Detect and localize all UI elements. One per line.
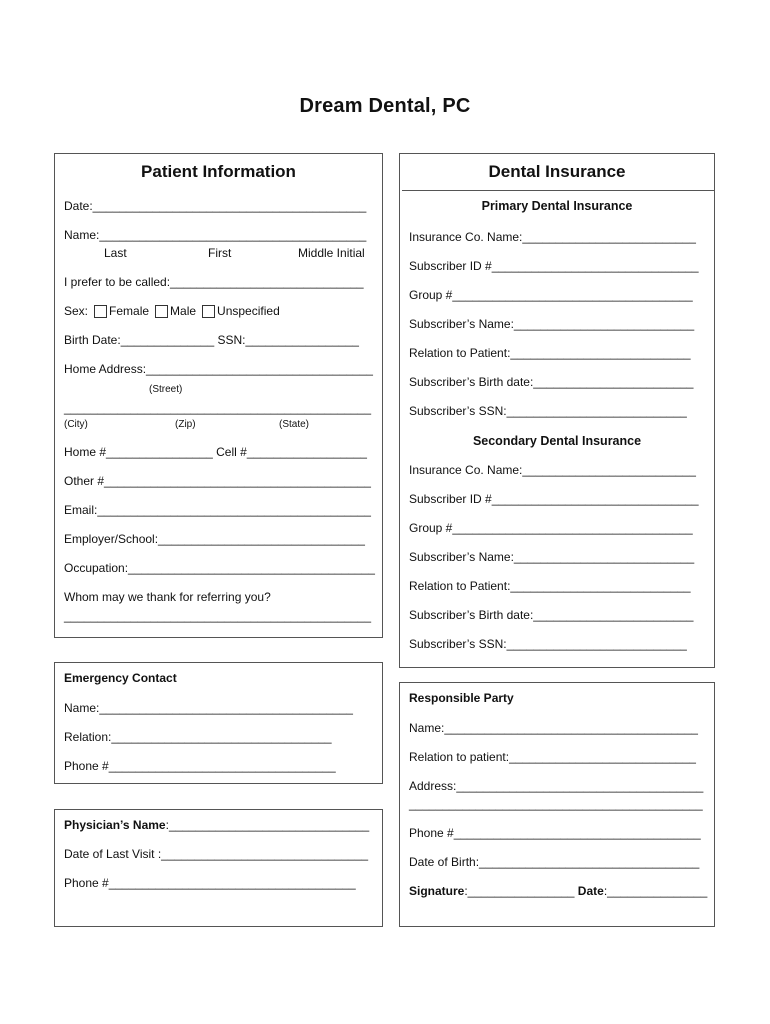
signature-date-label: Date [577, 884, 604, 898]
zip-label: (Zip) [175, 419, 196, 430]
street-label: (Street) [149, 384, 183, 395]
signature-date-row[interactable] [409, 884, 707, 898]
address-line-2-field[interactable]: ______________________________________________ [64, 401, 371, 415]
emergency-contact-heading: Emergency Contact [64, 671, 177, 685]
email-field[interactable]: Email:_________________________________________ [64, 503, 371, 517]
emergency-name-field[interactable]: Name:______________________________________ [64, 701, 353, 715]
secondary-insurance-heading: Secondary Dental Insurance [472, 434, 642, 448]
emergency-phone-field[interactable]: Phone #__________________________________ [64, 759, 336, 773]
signature-line[interactable]: :________________ [464, 884, 578, 898]
sex-label: Sex: [64, 304, 89, 318]
female-checkbox[interactable] [94, 305, 107, 318]
responsible-name-field[interactable]: Name:______________________________________ [409, 721, 698, 735]
dental-insurance-heading: Dental Insurance [488, 162, 626, 181]
primary-subscriber-name-field[interactable]: Subscriber’s Name:___________________________ [409, 317, 695, 331]
male-label: Male [170, 304, 197, 318]
patient-information-heading: Patient Information [141, 162, 296, 181]
secondary-birth-date-field[interactable]: Subscriber’s Birth date:________________________ [409, 608, 694, 622]
name-middle-initial-label: Middle Initial [298, 246, 365, 260]
signature-label: Signature [409, 884, 465, 898]
primary-group-field[interactable]: Group #____________________________________ [409, 288, 693, 302]
dental-insurance-section [399, 153, 715, 668]
male-checkbox[interactable] [155, 305, 168, 318]
name-field[interactable]: Name:________________________________________ [64, 228, 367, 242]
secondary-relation-field[interactable]: Relation to Patient:___________________________ [409, 579, 691, 593]
state-label: (State) [279, 419, 310, 430]
physician-name-label: Physician’s Name [64, 818, 166, 832]
name-last-label: Last [104, 246, 127, 260]
secondary-company-field[interactable]: Insurance Co. Name:__________________________ [409, 463, 696, 477]
secondary-subscriber-name-field[interactable]: Subscriber’s Name:___________________________ [409, 550, 695, 564]
home-cell-phone-field[interactable]: Home #________________ Cell #__________________ [64, 445, 367, 459]
emergency-relation-field[interactable]: Relation:_________________________________ [64, 730, 332, 744]
referral-question: Whom may we thank for referring you? [64, 590, 271, 604]
physician-name-field[interactable] [64, 818, 369, 832]
responsible-address-line-2-field[interactable]: ____________________________________________ [409, 797, 703, 811]
preferred-name-field[interactable]: I prefer to be called:_____________________________ [64, 275, 364, 289]
date-field[interactable]: Date:_________________________________________ [64, 199, 367, 213]
last-visit-field[interactable]: Date of Last Visit :_______________________________ [64, 847, 369, 861]
occupation-field[interactable]: Occupation:_____________________________________ [64, 561, 375, 575]
birth-ssn-field[interactable]: Birth Date:______________ SSN:_________________ [64, 333, 359, 347]
secondary-ssn-field[interactable]: Subscriber’s SSN:___________________________ [409, 637, 687, 651]
responsible-party-section [399, 682, 715, 927]
unspecified-checkbox[interactable] [202, 305, 215, 318]
employer-school-field[interactable]: Employer/School:_______________________________ [64, 532, 365, 546]
primary-company-field[interactable]: Insurance Co. Name:__________________________ [409, 230, 696, 244]
responsible-relation-field[interactable]: Relation to patient:____________________________ [409, 750, 696, 764]
secondary-subscriber-id-field[interactable]: Subscriber ID #_______________________________ [409, 492, 699, 506]
primary-ssn-field[interactable]: Subscriber’s SSN:___________________________ [409, 404, 687, 418]
female-label: Female [109, 304, 150, 318]
responsible-address-field[interactable]: Address:_____________________________________ [409, 779, 704, 793]
responsible-dob-field[interactable]: Date of Birth:_________________________________ [409, 855, 700, 869]
primary-insurance-heading: Primary Dental Insurance [481, 199, 633, 213]
responsible-phone-field[interactable]: Phone #_____________________________________ [409, 826, 701, 840]
name-first-label: First [208, 246, 232, 260]
primary-birth-date-field[interactable]: Subscriber’s Birth date:________________________ [409, 375, 694, 389]
physician-section [54, 809, 383, 927]
other-phone-field[interactable]: Other #________________________________________ [64, 474, 371, 488]
heading-divider [402, 190, 714, 191]
patient-information-section [54, 153, 383, 638]
secondary-group-field[interactable]: Group #____________________________________ [409, 521, 693, 535]
sex-field [64, 304, 280, 318]
city-label: (City) [64, 419, 88, 430]
primary-subscriber-id-field[interactable]: Subscriber ID #_______________________________ [409, 259, 699, 273]
signature-date-line[interactable]: :_______________ [603, 884, 708, 898]
responsible-party-heading: Responsible Party [409, 691, 514, 705]
primary-relation-field[interactable]: Relation to Patient:___________________________ [409, 346, 691, 360]
home-address-field[interactable]: Home Address:__________________________________ [64, 362, 373, 376]
physician-name-line: :______________________________ [165, 818, 370, 832]
emergency-contact-section [54, 662, 383, 784]
physician-phone-field[interactable]: Phone #_____________________________________ [64, 876, 356, 890]
page-title: Dream Dental, PC [299, 95, 471, 117]
referral-field[interactable]: ______________________________________________ [64, 609, 371, 623]
unspecified-label: Unspecified [217, 304, 280, 318]
